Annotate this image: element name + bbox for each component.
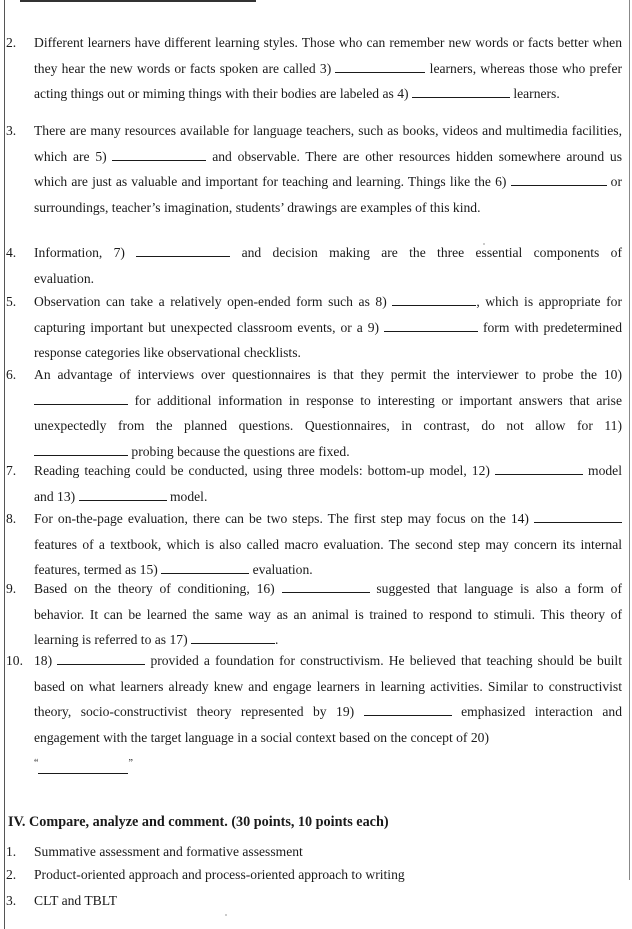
item-text: 18) — [34, 653, 53, 668]
item-text: model and 13) — [34, 463, 622, 504]
item-text: CLT and TBLT — [34, 893, 118, 908]
answer-blank-3[interactable] — [335, 58, 425, 73]
answer-blank-10[interactable] — [34, 390, 128, 405]
item-text: and decision making are the three essential components of evaluation. — [34, 245, 622, 286]
item-number: 8. — [6, 511, 17, 526]
item-number: 3. — [6, 893, 17, 908]
item-text: Based on the theory of conditioning, 16) — [34, 581, 275, 596]
item-number: 7. — [6, 463, 17, 478]
item-text: learners. — [513, 86, 560, 102]
item-text: features of a textbook, which is also called macro evaluation. The second step may concern its internal features, termed as 15) — [34, 536, 622, 578]
question-item-6 — [8, 362, 622, 465]
answer-blank-4[interactable] — [412, 83, 510, 98]
item-text: There are many resources available for language teachers, such as books, videos and multimedia facilities, which are 5) — [34, 123, 622, 164]
question-item-7 — [8, 458, 622, 509]
item-number: 10. — [6, 653, 23, 668]
item-text: , which is appropriate for capturing important but unexpected classroom events, or a 9) — [34, 294, 622, 335]
answer-blank-20[interactable] — [38, 759, 128, 774]
item-text: Product-oriented approach and process-oriented approach to writing — [34, 867, 405, 882]
item-text: Reading teaching could be conducted, using three models: bottom-up model, 12) — [34, 463, 490, 478]
item-text: Information, 7) — [34, 245, 125, 260]
answer-blank-15[interactable] — [161, 559, 249, 574]
item-number: 6. — [6, 367, 17, 382]
section-iv-item-3 — [8, 893, 117, 909]
item-text: provided a foundation for constructivism. He believed that teaching should be built based on what learners already knew and engage learners in learning activities. Similar to constructivist theory, socio-constructivist theory represented by 19) — [34, 653, 622, 720]
question-item-4 — [8, 240, 622, 291]
item-text: For on-the-page evaluation, there can be two steps. The first step may focus on the 14) — [34, 511, 529, 526]
answer-blank-12[interactable] — [495, 460, 583, 475]
answer-blank-17[interactable] — [191, 629, 275, 644]
right-margin-line — [629, 0, 630, 880]
item-number: 1. — [6, 844, 17, 859]
answer-blank-8[interactable] — [392, 291, 476, 306]
close-quote: ” — [128, 757, 133, 769]
question-item-8 — [8, 506, 622, 583]
item-number: 5. — [6, 294, 17, 309]
question-item-2 — [8, 30, 622, 107]
item-text: An advantage of interviews over questionnaires is that they permit the interviewer to probe the 10) — [34, 367, 622, 382]
question-item-9 — [8, 576, 622, 653]
answer-blank-14[interactable] — [534, 508, 622, 523]
scan-speck — [483, 243, 485, 245]
answer-blank-11[interactable] — [34, 441, 128, 456]
section-iv-item-1 — [8, 844, 303, 860]
item-text: suggested that language is also a form of behavior. It can be learned the same way as an animal is trained to respond to stimuli. This theory of learning is referred to as 17) — [34, 581, 623, 648]
item-text: . — [275, 632, 279, 648]
scan-speck — [225, 914, 227, 916]
item-text: model. — [169, 488, 208, 504]
answer-blank-16[interactable] — [282, 578, 370, 593]
answer-blank-19[interactable] — [364, 701, 452, 716]
item-text: Summative assessment and formative assessment — [34, 844, 303, 859]
item-text: emphasized interaction and engagement with the target language in a social context based on the concept of 20) — [34, 704, 623, 746]
answer-blank-9[interactable] — [384, 317, 478, 332]
left-margin-line — [4, 0, 5, 929]
question-item-10 — [8, 648, 622, 777]
item-number: 4. — [6, 245, 17, 260]
item-text: evaluation. — [252, 562, 313, 578]
item-text: for additional information in response to interesting or important answers that arise unexpectedly from the planned questions. Questionnaires, in contrast, do not allow for 11) — [34, 392, 622, 434]
section-iv-item-2 — [8, 867, 405, 883]
question-item-5 — [8, 289, 622, 366]
item-text: learners, whereas those who prefer acting things out or miming things with their bodies are labeled as 4) — [34, 60, 623, 102]
answer-blank-13[interactable] — [79, 486, 167, 501]
answer-blank-18[interactable] — [57, 650, 145, 665]
top-rule — [20, 0, 256, 2]
open-quote: “ — [34, 757, 39, 769]
item-text: probing because the questions are fixed. — [131, 444, 350, 460]
section-iv-heading: IV. Compare, analyze and comment. (30 points, 10 points each) — [8, 814, 389, 830]
item-number: 9. — [6, 581, 17, 596]
item-text: Observation can take a relatively open-ended form such as 8) — [34, 294, 387, 309]
answer-blank-7[interactable] — [136, 242, 230, 257]
item-text: form with predetermined response categories like observational checklists. — [34, 319, 622, 361]
item-number: 3. — [6, 123, 17, 138]
item-number: 2. — [6, 867, 17, 882]
answer-blank-5[interactable] — [112, 146, 206, 161]
item-text: Different learners have different learning styles. Those who can remember new words or facts better when they hear the new words or facts spoken are called 3) — [34, 35, 622, 76]
answer-blank-6[interactable] — [511, 171, 607, 186]
item-text: or surroundings, teacher’s imagination, students’ drawings are examples of this kind. — [34, 174, 622, 216]
question-item-3 — [8, 118, 622, 221]
item-number: 2. — [6, 35, 17, 50]
item-text: and observable. There are other resources hidden somewhere around us which are just as valuable and important for teaching and learning. Things like the 6) — [34, 148, 623, 190]
